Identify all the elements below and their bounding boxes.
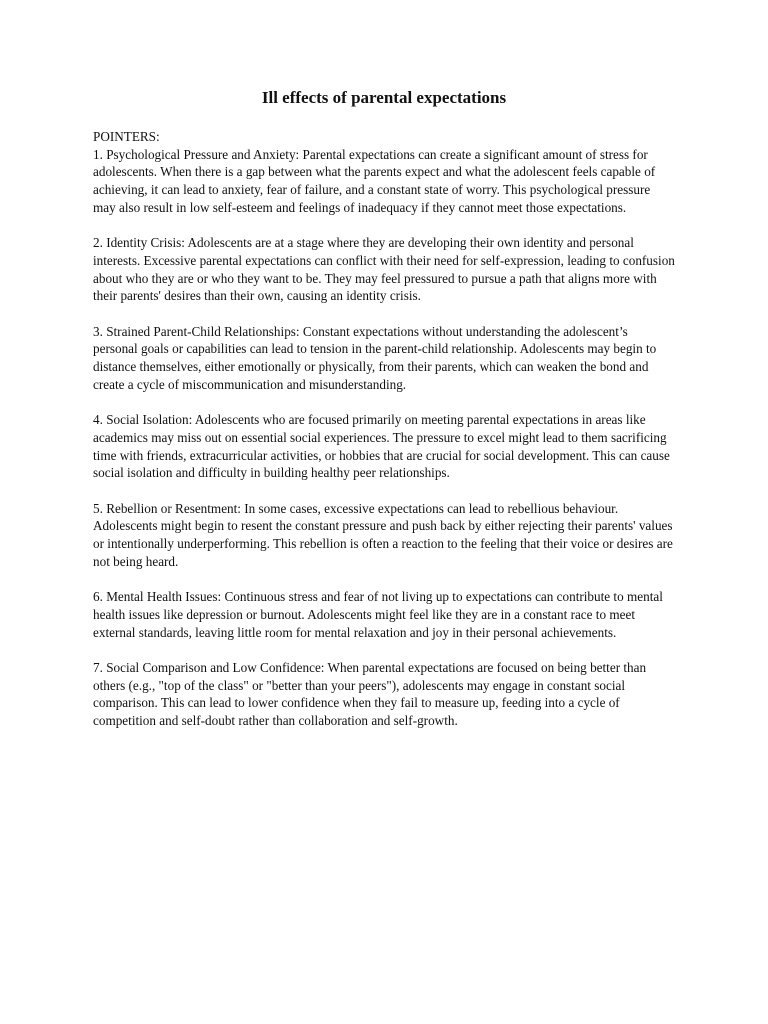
pointers-label: POINTERS:	[93, 129, 160, 144]
point-mental-health: 6. Mental Health Issues: Continuous stress and fear of not living up to expectations can contribute to mental health issues like depression or burnout. Adolescents might feel like they are in a constant race to meet external standards, leaving little room for mental relaxation and joy in their personal achievements.	[93, 589, 663, 640]
document-title: Ill effects of parental expectations	[261, 88, 507, 107]
point-social-comparison: 7. Social Comparison and Low Confidence: When parental expectations are focused on being better than others (e.g., "top of the class" or "better than your peers"), adolescents may engage in constant social comparison. This can lead to lower confidence when they fail to measure up, feeding into a cycle of competition and self-doubt rather than collaboration and self-growth.	[93, 660, 647, 729]
point-social-isolation: 4. Social Isolation: Adolescents who are focused primarily on meeting parental expectations in areas like academics may miss out on essential social experiences. The pressure to excel might lead to them sacrificing time with friends, extracurricular activities, or hobbies that are crucial for social development. This can cause social isolation and difficulty in building healthy peer relationships.	[93, 412, 670, 481]
document-body	[93, 128, 675, 730]
point-strained-relationships: 3. Strained Parent-Child Relationships: Constant expectations without understanding the adolescent’s personal goals or capabilities can lead to tension in the parent-child relationship. Adolescents may begin to distance themselves, either emotionally or physically, from their parents, which can weaken the bond and create a cycle of miscommunication and misunderstanding.	[93, 323, 657, 392]
point-identity-crisis: 2. Identity Crisis: Adolescents are at a stage where they are developing their own identity and personal interests. Excessive parental expectations can conflict with their need for self-expression, leading to confusion about who they are or who they want to be. They may feel pressured to pursue a path that aligns more with their parents' desires than their own, causing an identity crisis.	[93, 235, 675, 304]
point-rebellion-resentment: 5. Rebellion or Resentment: In some cases, excessive expectations can lead to rebellious behaviour. Adolescents might begin to resent the constant pressure and push back by either rejecting their parents' values or intentionally underperforming. This rebellion is often a reaction to the feeling that their voice or desires are not being heard.	[93, 500, 673, 569]
point-psychological-pressure: 1. Psychological Pressure and Anxiety: Parental expectations can create a significant amount of stress for adolescents. When there is a gap between what the parents expect and what the adolescent feels capable of achieving, it can lead to anxiety, fear of failure, and a constant state of worry. This psychological pressure may also result in low self-esteem and feelings of inadequacy if they cannot meet those expectations.	[93, 146, 656, 215]
